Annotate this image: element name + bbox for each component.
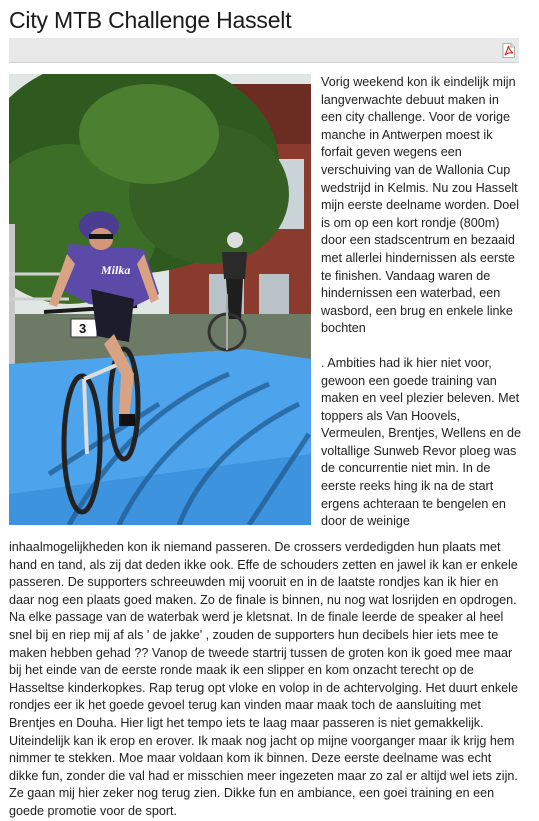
bib-number: 3 <box>79 321 87 336</box>
side-paragraph-2: . Ambities had ik hier niet voor, gewoon een goede training van maken en veel plezier beleven. Met toppers als Van Hoovels, Vermeulen, Brentjes, Wellens en de voltallige Sunweb Revor ploeg was de concurrentie niet min. In de eerste reeks hing ik na de start ergens achteraan te bengelen en door de weinige <box>321 355 521 529</box>
article-side-text <box>321 74 521 548</box>
article-photo <box>9 74 311 525</box>
pdf-icon[interactable] <box>502 43 515 58</box>
jersey-text: Milka <box>101 263 131 277</box>
side-paragraph-1: Vorig weekend kon ik eindelijk mijn langverwachte debuut maken in een city challenge. Voor de vorige manche in Antwerpen moest ik forfait geven wegens een verschuiving van de Wallonia Cup wedstrijd in Kelmis. Nu zou Hasselt mijn eerste deelname worden. Doel is om op een kort rondje (800m) door een stadscentrum en bezaaid met allerlei hindernissen als eerste te finishen. Vandaag waren de hindernissen een waterbad, een wasbord, een brug en enkele linke bochten <box>321 75 520 336</box>
article-body-text: inhaalmogelijkheden kon ik niemand passeren. De crossers verdedigden hun plaats met hand en tand, als zij dat deden ikke ook. Effe de schouders zetten en jawel ik kan er enkele passeren. De supporters schreeuwden mij vooruit en in de laatste rondjes kan ik hier en daar nog een plaats goed maken. Zo de finale is binnen, nu nog wat losrijden en opdrogen. Na elke passage van de waterbak werd je kletsnat. In de finale leerde de speaker al heel snel bij en riep mij af als ' de jakke' , zouden de supporters hun decibels hier iets mee te maken hebben gehad ?? Vanop de tweede startrij tussen de groten kon ik goed mee maar bij het einde van de eerste ronde maak ik een slipper en kom onzacht terecht op de Hasseltse kinderkopkes. Rap terug opt vloke en volop in de achtervolging. Het duurt enkele rondjes eer ik het goede gevoel terug kan vinden maar maak toch de aansluiting met Brentjes en Douha. Hier ligt het tempo iets te laag maar passeren is niet gemakkelijk. Uiteindelijk kan ik erop en erover. Ik maak nog jacht op mijne voorganger maar ik krijg hem nimmer te stekken. Moe maar voldaan kom ik binnen. Deze eerste deelname was echt dikke fun, zonder die val had er misschien meer ingezeten maar zo zal er altijd wel iets zijn. Ze gaan mij hier zeker nog terug zien. Dikke fun en ambiance, een goei training en een goede promotie voor de sport. <box>9 540 518 818</box>
article-toolbar <box>9 38 519 63</box>
article-title: City MTB Challenge Hasselt <box>9 7 292 33</box>
